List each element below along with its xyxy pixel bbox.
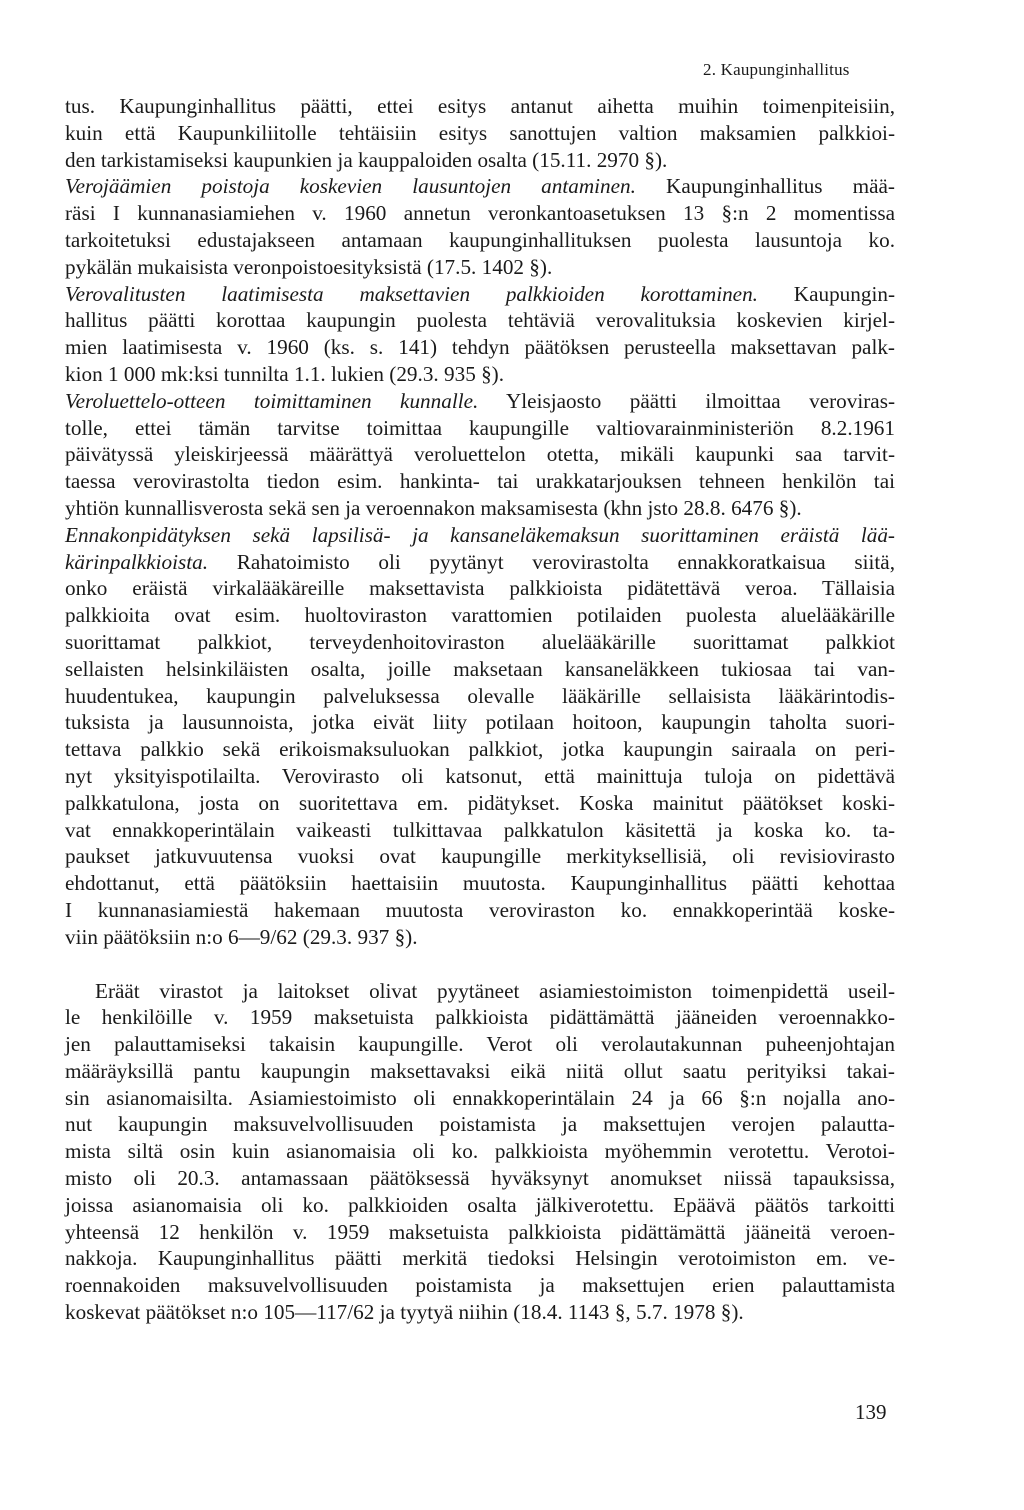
text-line	[65, 1272, 895, 1299]
text-line	[65, 924, 895, 951]
section-heading: Verovalitusten laatimisesta maksettavien palkkioiden korottaminen.	[65, 281, 758, 306]
text-line	[65, 629, 895, 656]
text-line	[65, 1004, 895, 1031]
text-line	[65, 897, 895, 924]
text-segment: Rahatoimisto oli pyytänyt verovirastolta ennakkoratkaisua siitä,	[208, 549, 895, 574]
text-line	[65, 736, 895, 763]
text-segment: yhtiön kunnallisverosta sekä sen ja veroennakon maksamisesta (khn jsto 28.8. 6476 §).	[65, 495, 802, 520]
text-line	[65, 790, 895, 817]
text-line	[65, 147, 895, 174]
text-segment: sin asianomaisilta. Asiamiestoimisto oli ennakkoperintälain 24 ja 66 §:n nojalla ano-	[65, 1085, 895, 1110]
text-line	[65, 978, 895, 1005]
text-segment: den tarkistamiseksi kaupunkien ja kauppaloiden osalta (15.11. 2970 §).	[65, 147, 668, 172]
text-line	[65, 1165, 895, 1192]
text-line	[65, 361, 895, 388]
text-segment: Yleisjaosto päätti ilmoittaa veroviras-	[478, 388, 895, 413]
text-line	[65, 656, 895, 683]
section-heading: Verojäämien poistoja koskevien lausuntojen antaminen.	[65, 174, 636, 199]
text-segment: Eräät virastot ja laitokset olivat pyytäneet asiamiestoimiston toimenpidettä useil-	[95, 978, 895, 1003]
text-line	[65, 227, 895, 254]
text-line	[65, 441, 895, 468]
section-heading: Ennakonpidätyksen sekä lapsilisä- ja kansaneläkemaksun suorittaminen eräistä lää-	[65, 522, 895, 547]
text-segment: Kaupungin-	[757, 281, 895, 306]
text-line	[65, 388, 895, 415]
section-heading: kärinpalkkioista.	[65, 549, 208, 574]
text-line	[65, 415, 895, 442]
text-line	[65, 1085, 895, 1112]
page-number: 139	[855, 1400, 887, 1424]
text-line	[65, 763, 895, 790]
text-line	[65, 683, 895, 710]
text-segment: nut kaupungin maksuvelvollisuuden poistamista ja maksettujen verojen palautta-	[65, 1112, 895, 1137]
text-segment: I kunnanasiamiestä hakemaan muutosta veroviraston ko. ennakkoperintää koske-	[65, 897, 895, 922]
text-line	[65, 200, 895, 227]
text-line	[65, 120, 895, 147]
text-segment: määräyksillä pantu kaupungin maksettavaksi eikä niitä ollut saatu perityiksi takai-	[65, 1058, 895, 1083]
text-segment: palkkioita ovat esim. huoltoviraston varattomien potilaiden puolesta aluelääkärille	[65, 603, 895, 628]
text-segment: paukset jatkuvuutensa vuoksi ovat kaupungille merkityksellisiä, oli revisiovirasto	[65, 844, 895, 869]
text-segment: onko eräistä virkalääkäreille maksettavista palkkioista pidätettävä veroa. Tällaisia	[65, 576, 895, 601]
text-line	[65, 468, 895, 495]
text-line	[65, 1245, 895, 1272]
text-segment: tolle, ettei tämän tarvitse toimittaa kaupungille valtiovarainministeriön 8.2.1961	[65, 415, 895, 440]
text-line	[65, 93, 895, 120]
text-segment: roennakoiden maksuvelvollisuuden poistamista ja maksettujen erien palauttamista	[65, 1273, 895, 1298]
text-segment: taessa verovirastolta tiedon esim. hankinta- tai urakkatarjouksen tehneen henkilön tai	[65, 469, 895, 494]
text-line	[65, 1299, 895, 1326]
text-line	[65, 173, 895, 200]
text-segment: tarkoitetuksi edustajakseen antamaan kaupunginhallituksen puolesta lausuntoja ko.	[65, 227, 895, 252]
text-segment: viin päätöksiin n:o 6—9/62 (29.3. 937 §).	[65, 924, 418, 949]
text-line	[65, 1138, 895, 1165]
text-segment: joissa asianomaisia oli ko. palkkioiden osalta jälkiverotettu. Epäävä päätös tarkoitti	[65, 1192, 895, 1217]
text-line	[65, 843, 895, 870]
text-line	[65, 334, 895, 361]
body-text	[65, 93, 895, 1326]
text-segment: yhteensä 12 henkilön v. 1959 maksetuista palkkioista pidättämättä jääneitä veroen-	[65, 1219, 895, 1244]
text-line	[65, 549, 895, 576]
text-segment: jen palauttamiseksi takaisin kaupungille. Verot oli verolautakunnan puheenjohtajan	[65, 1032, 895, 1057]
text-line	[65, 1031, 895, 1058]
text-segment: pykälän mukaisista veronpoistoesityksistä (17.5. 1402 §).	[65, 254, 553, 279]
text-segment: hallitus päätti korottaa kaupungin puolesta tehtäviä verovalituksia koskevien kirjel-	[65, 308, 895, 333]
text-line	[65, 281, 895, 308]
text-segment: huudentukea, kaupungin palveluksessa olevalle lääkärille sellaisista lääkärintodis-	[65, 683, 895, 708]
text-segment: nyt yksityispotilailta. Verovirasto oli katsonut, että mainittuja tuloja on pidettävä	[65, 763, 895, 788]
text-segment: ehdottanut, että päätöksiin haettaisiin muutosta. Kaupunginhallitus päätti kehottaa	[65, 871, 895, 896]
text-segment: päivätyssä yleiskirjeessä määrättyä veroluettelon otetta, mikäli kaupunki saa tarvit-	[65, 442, 895, 467]
text-line	[65, 602, 895, 629]
text-line	[65, 575, 895, 602]
text-segment: mista siltä osin kuin asianomaisia oli ko. palkkioista myöhemmin verotettu. Verotoi-	[65, 1139, 895, 1164]
text-segment: koskevat päätökset n:o 105—117/62 ja tyytyä niihin (18.4. 1143 §, 5.7. 1978 §).	[65, 1300, 744, 1325]
text-line	[65, 1111, 895, 1138]
text-segment: tettava palkkio sekä erikoismaksuluokan palkkiot, jotka kaupungin sairaala on peri-	[65, 737, 895, 762]
text-segment: le henkilöille v. 1959 maksetuista palkkioista pidättämättä jääneiden veroennakko-	[65, 1005, 895, 1030]
text-line	[65, 1058, 895, 1085]
section-heading: Veroluettelo-otteen toimittaminen kunnalle.	[65, 388, 479, 413]
text-segment: sellaisten helsinkiläisten osalta, joille maksetaan kansaneläkkeen tukiosaa tai van-	[65, 656, 895, 681]
text-line	[65, 1219, 895, 1246]
text-line	[65, 1192, 895, 1219]
text-segment: vat ennakkoperintälain vaikeasti tulkittavaa palkkatulon käsitettä ja koska ko. ta-	[65, 817, 895, 842]
text-segment: mien laatimisesta v. 1960 (ks. s. 141) tehdyn päätöksen perusteella maksettavan palk-	[65, 335, 895, 360]
text-line	[65, 307, 895, 334]
text-segment: Kaupunginhallitus mää-	[635, 174, 895, 199]
running-head: 2. Kaupunginhallitus	[703, 60, 850, 79]
text-segment: nakkoja. Kaupunginhallitus päätti merkitä tiedoksi Helsingin verotoimiston em. ve-	[65, 1246, 895, 1271]
text-segment: tuksista ja lausunnoista, jotka eivät liity potilaan hoitoon, kaupungin taholta suori-	[65, 710, 895, 735]
text-segment: palkkatulona, josta on suoritettava em. pidätykset. Koska mainitut päätökset koski-	[65, 790, 895, 815]
text-segment: suorittamat palkkiot, terveydenhoitoviraston aluelääkärille suorittamat palkkiot	[65, 629, 895, 654]
text-line	[65, 254, 895, 281]
text-line	[65, 870, 895, 897]
text-segment: kuin että Kaupunkiliitolle tehtäisiin esitys sanottujen valtion maksamien palkkioi-	[65, 120, 895, 145]
paragraph-gap	[65, 951, 895, 978]
text-line	[65, 495, 895, 522]
text-line	[65, 522, 895, 549]
text-segment: räsi I kunnanasiamiehen v. 1960 annetun veronkantoasetuksen 13 §:n 2 momentissa	[65, 201, 895, 226]
text-line	[65, 709, 895, 736]
text-segment: kion 1 000 mk:ksi tunnilta 1.1. lukien (29.3. 935 §).	[65, 361, 505, 386]
text-line	[65, 817, 895, 844]
text-segment: tus. Kaupunginhallitus päätti, ettei esitys antanut aihetta muihin toimenpiteisiin,	[65, 94, 895, 118]
text-segment: misto oli 20.3. antamassaan päätöksessä hyväksynyt anomukset niissä tapauksissa,	[65, 1166, 895, 1191]
